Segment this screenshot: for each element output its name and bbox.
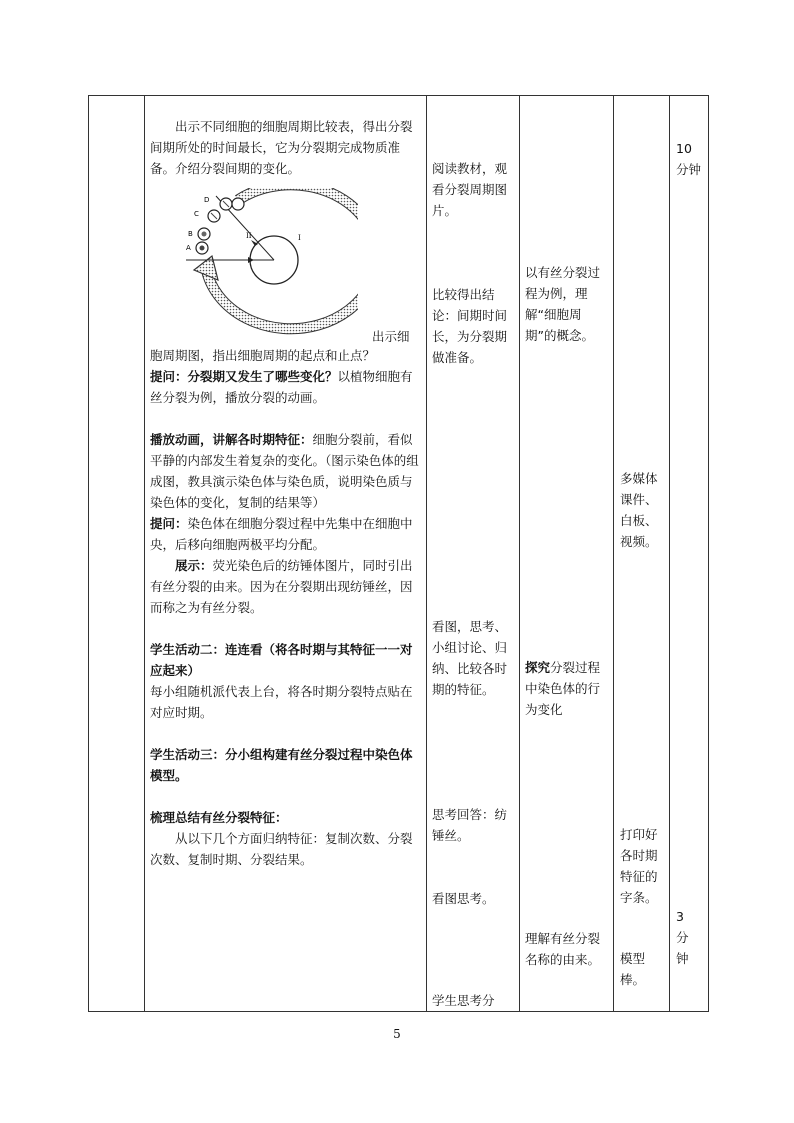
table-col-line-1	[144, 95, 145, 1012]
media-3: 模型棒。	[620, 951, 646, 987]
student-activity-2: 比较得出结论：间期时间长，为分裂期做准备。	[432, 287, 508, 365]
question-1-label: 提问：分裂期又发生了哪些变化？	[150, 369, 338, 384]
question-2-label: 提问：	[150, 516, 188, 531]
table-border-right	[708, 95, 709, 1012]
label-ii: II	[246, 232, 252, 240]
intent-2-label: 探究	[525, 660, 551, 675]
cell-cycle-diagram	[178, 188, 358, 338]
teacher-activity-cell	[150, 116, 422, 179]
label-d: D	[204, 196, 210, 204]
question-1	[150, 366, 422, 408]
question-2-text: 染色体在细胞分裂过程中先集中在细胞中央，后移向细胞两极平均分配。	[150, 516, 413, 552]
summary-title: 梳理总结有丝分裂特征：	[150, 810, 288, 825]
table-col-line-3	[519, 95, 520, 1012]
table-col-line-2	[426, 95, 427, 1012]
activity-2-title: 学生活动二：连连看（将各时期与其特征一一对应起来）	[150, 642, 413, 678]
table-border-left	[88, 95, 89, 1012]
table-col-line-5	[669, 95, 670, 1012]
page-number: 5	[393, 1027, 401, 1041]
question-2	[150, 513, 422, 555]
intent-2-text: 分裂过程中染色体的行为变化	[525, 660, 601, 717]
diagram-caption-tail: 出示细	[372, 329, 410, 344]
cycle-point-text: 胞周期图，指出细胞周期的起点和止点？	[150, 348, 376, 363]
label-a: A	[186, 244, 191, 252]
time-1: 10分钟	[676, 141, 702, 177]
show-label: 展示：	[175, 558, 213, 573]
label-c: C	[194, 210, 199, 218]
table-border-top	[88, 95, 709, 96]
intent-1: 以有丝分裂过程为例，理解“细胞周期”的概念。	[525, 265, 601, 343]
media-1: 多媒体课件、白板、视频。	[620, 471, 658, 549]
student-activity-3: 看图，思考、小组讨论、归纳、比较各时期的特征。	[432, 619, 508, 697]
question-1-text: 以植物细胞有丝分裂为例，播放分裂的动画。	[150, 369, 413, 405]
table-border-bottom	[88, 1011, 709, 1012]
intent-2	[525, 657, 609, 720]
time-2: 3分钟	[676, 909, 689, 966]
activity-2-text: 每小组随机派代表上台，将各时期分裂特点贴在对应时期。	[150, 684, 413, 720]
teacher-activity-cell-2	[150, 345, 422, 870]
intent-3: 理解有丝分裂名称的由来。	[525, 931, 601, 967]
student-activity-4: 思考回答：纺锤丝。	[432, 807, 508, 843]
label-i: I	[298, 234, 301, 242]
show-paragraph	[150, 555, 422, 618]
summary-text: 从以下几个方面归纳特征：复制次数、分裂次数、复制时期、分裂结果。	[150, 831, 413, 867]
student-activity-1: 阅读教材，观看分裂周期图片。	[432, 161, 508, 218]
activity-3-title: 学生活动三：分小组构建有丝分裂过程中染色体模型。	[150, 747, 413, 783]
media-2: 打印好各时期特征的字条。	[620, 827, 658, 905]
animation-paragraph	[150, 429, 422, 513]
student-activity-5: 看图思考。	[432, 891, 495, 906]
show-text: 荧光染色后的纺锤体图片，同时引出有丝分裂的由来。因为在分裂期出现纺锤丝，因而称之为有丝分裂。	[150, 558, 413, 615]
table-col-line-4	[613, 95, 614, 1012]
animation-label: 播放动画，讲解各时期特征：	[150, 432, 313, 447]
intro-paragraph: 出示不同细胞的细胞周期比较表，得出分裂间期所处的时间最长，它为分裂期完成物质准备。介绍分裂间期的变化。	[150, 119, 413, 176]
student-activity-6: 学生思考分	[432, 993, 495, 1008]
label-b: B	[188, 230, 193, 238]
animation-text: 细胞分裂前，看似平静的内部发生着复杂的变化。（图示染色体的组成图，教具演示染色体与染色质，说明染色质与染色体的变化，复制的结果等）	[150, 432, 419, 510]
